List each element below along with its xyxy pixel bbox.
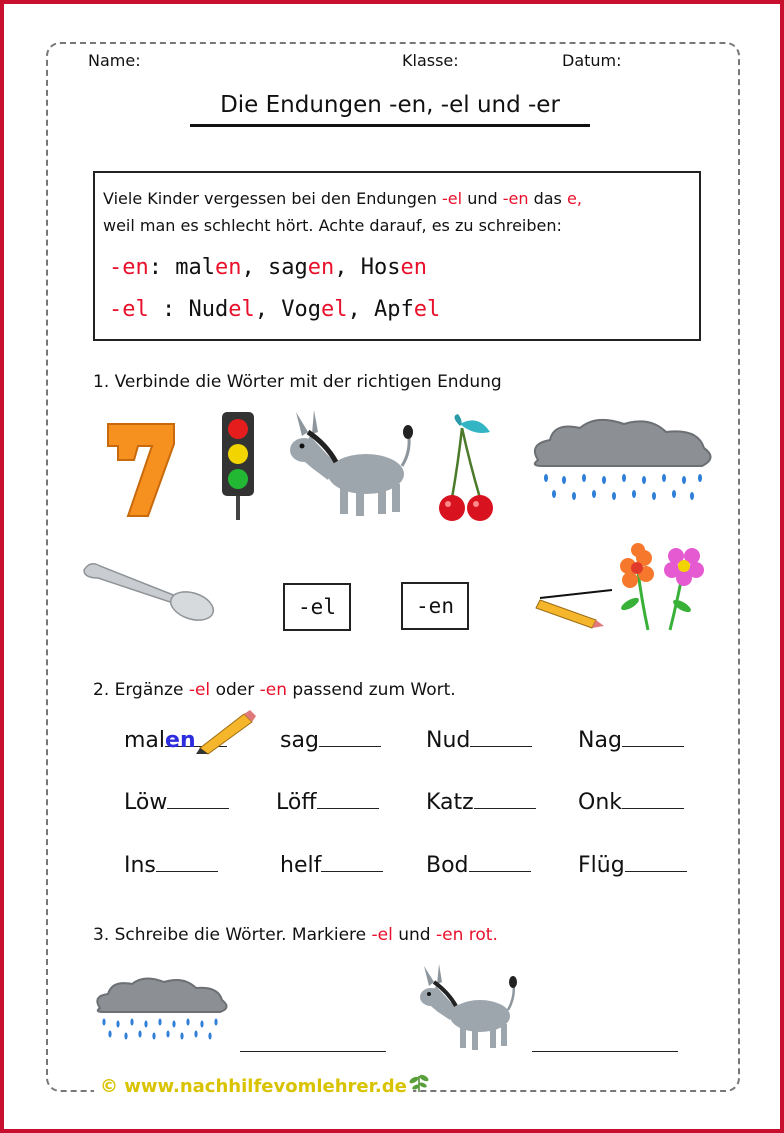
fill-blank[interactable] <box>625 853 687 872</box>
ending-box-en[interactable]: -en <box>401 582 469 630</box>
example-answer: en <box>165 728 227 747</box>
donkey-icon <box>288 406 416 526</box>
flowers-icon <box>614 542 706 632</box>
connect-pencil-icon <box>536 586 616 632</box>
fill-word-nud: Nud <box>426 728 532 753</box>
fill-word-katz: Katz <box>426 790 536 815</box>
traffic-light-icon <box>220 410 256 522</box>
pencil-icon <box>194 710 256 754</box>
class-label: Klasse: <box>402 51 459 70</box>
ending-box-el[interactable]: -el <box>283 583 351 631</box>
fill-word-nag: Nag <box>578 728 684 753</box>
rule-line-2: weil man es schlecht hört. Achte darauf, es zu schreiben: <box>103 216 562 235</box>
rain-cloud-icon <box>92 974 232 1038</box>
fill-word-onk: Onk <box>578 790 684 815</box>
fill-blank[interactable] <box>622 790 684 809</box>
fill-word-helf: helf <box>280 853 383 878</box>
cherries-icon <box>438 414 498 526</box>
task-2-instruction: 2. Ergänze -el oder -en passend zum Wort. <box>93 680 456 700</box>
fill-blank[interactable] <box>319 728 381 747</box>
fill-blank[interactable] <box>156 853 218 872</box>
fill-word-loeff: Löff <box>276 790 379 815</box>
rule-line-1: Viele Kinder vergessen bei den Endungen -el und -en das e, <box>103 189 582 208</box>
write-line-1[interactable] <box>240 1050 386 1052</box>
rain-cloud-icon <box>528 414 716 506</box>
task-1-instruction: 1. Verbinde die Wörter mit der richtigen Endung <box>93 372 502 392</box>
fill-word-loew: Löw <box>124 790 229 815</box>
example-en: -en: malen, sagen, Hosen <box>109 255 427 280</box>
example-el: -el : Nudel, Vogel, Apfel <box>109 297 441 322</box>
rule-box <box>93 171 701 341</box>
fill-blank[interactable] <box>470 728 532 747</box>
fill-word-sag: sag <box>280 728 381 753</box>
date-label: Datum: <box>562 51 622 70</box>
example-word: malen <box>124 728 227 753</box>
fill-word-bod: Bod <box>426 853 531 878</box>
seven-icon <box>104 420 176 520</box>
fill-word-ins: Ins <box>124 853 218 878</box>
task-3-instruction: 3. Schreibe die Wörter. Markiere -el und -en rot. <box>93 925 498 945</box>
fill-blank[interactable] <box>622 728 684 747</box>
footer-credit: © www.nachhilfevomlehrer.de <box>94 1076 413 1097</box>
page-title: Die Endungen -en, -el und -er <box>190 92 590 127</box>
fill-word-fluег: Flüg <box>578 853 687 878</box>
fill-blank[interactable] <box>474 790 536 809</box>
sprout-icon <box>408 1068 430 1094</box>
fill-blank[interactable] <box>167 790 229 809</box>
write-line-2[interactable] <box>532 1050 678 1052</box>
spoon-icon <box>80 556 216 622</box>
fill-blank[interactable] <box>317 790 379 809</box>
name-label: Name: <box>88 51 141 70</box>
donkey-icon <box>418 962 520 1056</box>
fill-blank[interactable] <box>469 853 531 872</box>
fill-blank[interactable] <box>321 853 383 872</box>
